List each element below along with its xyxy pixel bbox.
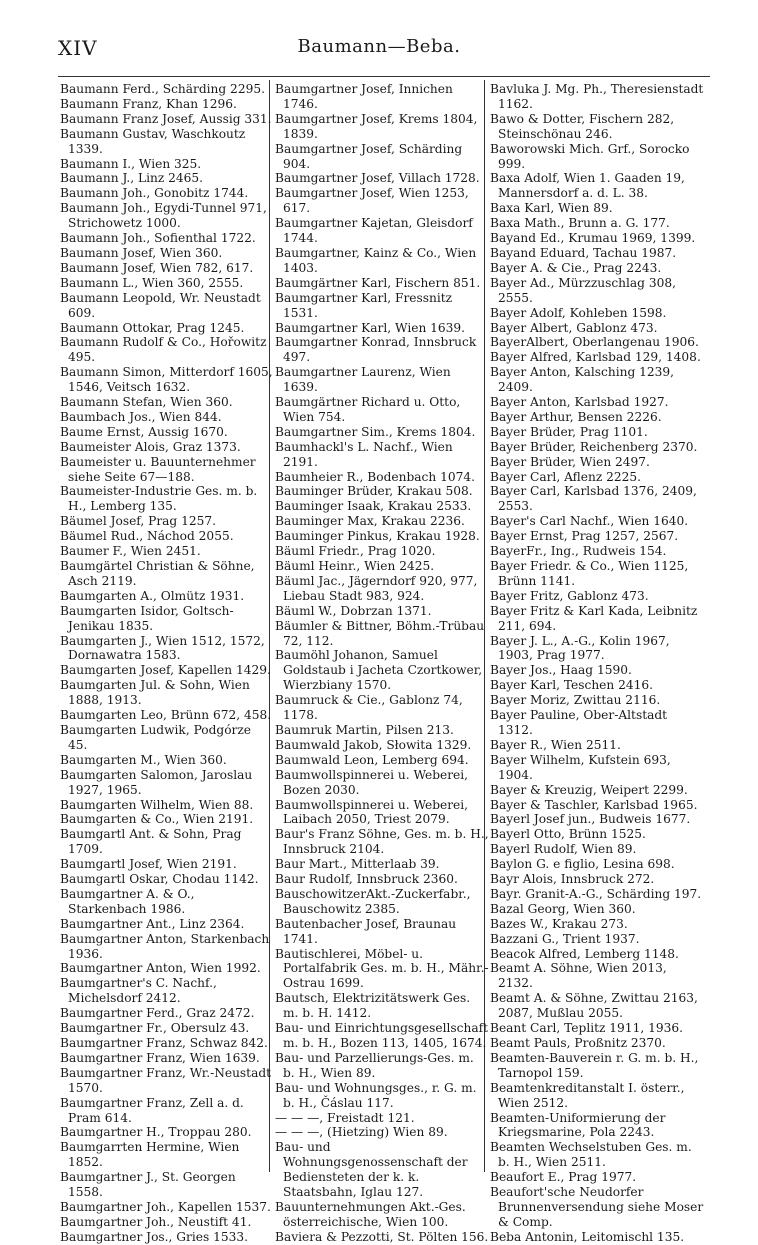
directory-entry: Baumann Josef, Wien 782, 617.: [60, 260, 254, 275]
directory-entry: Beamten-Bauverein r. G. m. b. H., Tarnopol 159.: [490, 1050, 699, 1080]
directory-entry: Baumgarten Josef, Kapellen 1429.: [60, 663, 271, 678]
directory-entry: Baumann Josef, Wien 360.: [60, 245, 223, 260]
directory-entry: Bayr. Granit-A.-G., Schärding 197.: [490, 886, 702, 901]
directory-entry: Baumgarten Wilhelm, Wien 88.: [60, 797, 254, 812]
directory-entry: Baumann Simon, Mitterdorf 1605, 1546, Veitsch 1632.: [60, 365, 273, 395]
directory-entry: Baumgartner Sim., Krems 1804.: [275, 424, 476, 439]
directory-entry: Bayer Brüder, Wien 2497.: [490, 454, 650, 469]
page-title: Baumann—Beba.: [297, 36, 461, 57]
directory-entry: Baumgärtner Richard u. Otto, Wien 754.: [275, 395, 461, 424]
directory-entry: Bäumel Josef, Prag 1257.: [60, 514, 216, 529]
directory-entry: Bawo & Dotter, Fischern 282, Steinschönau 246.: [490, 111, 675, 141]
directory-entry: Baumgarten Leo, Brünn 672, 458.: [60, 708, 272, 723]
directory-entry: Bautsch, Elektrizitätswerk Ges. m. b. H. 1412.: [275, 991, 471, 1021]
directory-entry: Baumann Ottokar, Prag 1245.: [60, 320, 245, 335]
directory-entry: Baumgartner Karl, Wien 1639.: [275, 320, 466, 335]
directory-column-2: [275, 82, 489, 1245]
directory-entry: Baumann Gustav, Waschkoutz 1339.: [60, 126, 246, 156]
directory-entry: BayerAlbert, Oberlangenau 1906.: [490, 335, 699, 350]
directory-entry: Baumgartl Oskar, Chodau 1142.: [60, 872, 259, 887]
directory-entry: Bayerl Josef jun., Budweis 1677.: [490, 812, 691, 827]
directory-entry: Baumgartner A. & O., Starkenbach 1986.: [60, 886, 195, 916]
directory-entry: Baumgartner Kajetan, Gleisdorf 1744.: [275, 216, 473, 246]
directory-entry: Bauminger Isaak, Krakau 2533.: [275, 499, 472, 514]
directory-entry: Baumgartl Josef, Wien 2191.: [60, 857, 237, 872]
directory-entry: Baumgartner Josef, Innichen 1746.: [275, 82, 453, 111]
directory-entry: Baumgärtner Karl, Fischern 851.: [275, 275, 481, 290]
directory-entry: Bauminger Pinkus, Krakau 1928.: [275, 529, 480, 544]
directory-entry: Baur's Franz Söhne, Ges. m. b. H., Innsbruck 2104.: [275, 827, 489, 857]
directory-entry: Bayer J. L., A.-G., Kolin 1967, 1903, Prag 1977.: [490, 633, 670, 663]
directory-entry: Baumgarten & Co., Wien 2191.: [60, 812, 254, 827]
directory-entry: Baumgartner Fr., Obersulz 43.: [60, 1021, 250, 1036]
directory-entry: Baume Ernst, Aussig 1670.: [60, 424, 228, 439]
directory-entry: Baumann Joh., Egydi-Tunnel 971, Strichowetz 1000.: [60, 201, 267, 231]
directory-entry: Baumgartner Josef, Schärding 904.: [275, 141, 463, 171]
directory-entry: Bayer's Carl Nachf., Wien 1640.: [490, 514, 689, 529]
directory-entry: Baumwollspinnerei u. Weberei, Laibach 2050, Triest 2079.: [275, 797, 469, 827]
directory-entry: Baumgartner J., St. Georgen 1558.: [60, 1170, 236, 1200]
directory-entry: Beamten-Uniformierung der Kriegsmarine, Pola 2243.: [490, 1110, 666, 1140]
directory-entry: Baumgartner, Kainz & Co., Wien 1403.: [275, 245, 477, 275]
directory-entry: Baumgartner Anton, Starkenbach 1936.: [60, 931, 270, 961]
directory-entry: Baxa Karl, Wien 89.: [490, 201, 613, 216]
directory-entry: Baumgartner Ant., Linz 2364.: [60, 916, 245, 931]
directory-entry: Baumgartner Karl, Fressnitz 1531.: [275, 290, 453, 320]
directory-entry: Baxa Adolf, Wien 1. Gaaden 19, Mannersdorf a. d. L. 38.: [490, 171, 685, 201]
directory-entry: Beaufort E., Prag 1977.: [490, 1170, 637, 1185]
directory-entry: — — —, (Hietzing) Wien 89.: [275, 1125, 448, 1140]
directory-entry: BayerFr., Ing., Rudweis 154.: [490, 544, 667, 559]
directory-column-1: [60, 82, 274, 1245]
directory-entry: Bayand Ed., Krumau 1969, 1399.: [490, 231, 696, 246]
directory-entry: Beamtenkreditanstalt I. österr., Wien 2512.: [490, 1080, 685, 1110]
directory-entry: Baumgartner Laurenz, Wien 1639.: [275, 365, 451, 395]
directory-entry: Bayer Anton, Kalsching 1239, 2409.: [490, 365, 675, 395]
directory-entry: Baumgartner Konrad, Innsbruck 497.: [275, 335, 477, 365]
directory-entry: Bayer Ad., Mürzzuschlag 308, 2555.: [490, 275, 676, 305]
directory-entry: Baumann Franz, Khan 1296.: [60, 96, 237, 111]
directory-entry: Beant Carl, Teplitz 1911, 1936.: [490, 1021, 683, 1036]
directory-entry: Bäuml Heinr., Wien 2425.: [275, 559, 435, 573]
directory-entry: Bayerl Rudolf, Wien 89.: [490, 842, 637, 857]
directory-entry: Baumgartner H., Troppau 280.: [60, 1125, 252, 1140]
directory-entry: Baumgartner Joh., Neustift 41.: [60, 1214, 252, 1229]
directory-entry: Bavluka J. Mg. Ph., Theresienstadt 1162.: [490, 82, 704, 111]
directory-entry: Baumeister Alois, Graz 1373.: [60, 439, 241, 454]
directory-entry: Baumruk Martin, Pilsen 213.: [275, 722, 454, 737]
directory-entry: Bayer A. & Cie., Prag 2243.: [490, 260, 662, 275]
directory-entry: Baumgartl Ant. & Sohn, Prag 1709.: [60, 827, 242, 857]
directory-column-3: [490, 82, 704, 1245]
directory-entry: Bayerl Otto, Brünn 1525.: [490, 827, 646, 842]
directory-entry: Baumgartner Franz, Schwaz 842.: [60, 1036, 268, 1050]
directory-entry: Beba Antonin, Leitomischl 135.: [490, 1229, 685, 1244]
directory-entry: Beacok Alfred, Lemberg 1148.: [490, 946, 679, 961]
directory-entry: Bayer Jos., Haag 1590.: [490, 663, 632, 678]
directory-entry: Bayer Wilhelm, Kufstein 693, 1904.: [490, 752, 671, 782]
directory-entry: Bau- und Einrichtungsgesellschaft m. b. H., Bozen 113, 1405, 1674.: [275, 1021, 489, 1050]
directory-entry: Baumann L., Wien 360, 2555.: [60, 275, 244, 290]
directory-entry: Baumgartner Josef, Villach 1728.: [275, 171, 480, 186]
directory-entry: Baumgarten A., Olmütz 1931.: [60, 588, 245, 603]
directory-entry: Baumgarten Isidor, Goltsch-Jenikau 1835.: [60, 603, 234, 633]
directory-entry: Baumbach Jos., Wien 844.: [60, 409, 222, 424]
directory-entry: Baumgartner Joh., Kapellen 1537.: [60, 1199, 271, 1214]
directory-entry: Baumruck & Cie., Gablonz 74, 1178.: [275, 693, 463, 723]
directory-entry: Bayer Brüder, Reichenberg 2370.: [490, 439, 698, 454]
directory-entry: Baviera & Pezzotti, St. Pölten 156.: [275, 1229, 489, 1244]
directory-entry: Baumgarten J., Wien 1512, 1572, Dornawatra 1583.: [60, 633, 265, 663]
directory-entry: Baumwald Jakob, Słowita 1329.: [275, 737, 472, 752]
directory-entry: Baumer F., Wien 2451.: [60, 544, 201, 559]
directory-entry: Bayer R., Wien 2511.: [490, 737, 621, 752]
directory-entry: Baumwald Leon, Lemberg 694.: [275, 752, 469, 767]
directory-entry: Bayer Anton, Karlsbad 1927.: [490, 395, 669, 410]
directory-entry: Bayer Karl, Teschen 2416.: [490, 678, 654, 693]
directory-entry: Bayer Pauline, Ober-Altstadt 1312.: [490, 708, 668, 737]
directory-entry: Baumgarten Salomon, Jaroslau 1927, 1965.: [60, 767, 253, 797]
directory-entry: Bauunternehmungen Akt.-Ges. österreichische, Wien 100.: [275, 1199, 466, 1229]
directory-entry: BauschowitzerAkt.-Zuckerfabr., Bauschowitz 2385.: [275, 886, 471, 916]
directory-entry: Bazzani G., Trient 1937.: [490, 931, 640, 946]
directory-entry: Baumann Stefan, Wien 360.: [60, 395, 233, 410]
directory-entry: Baumheier R., Bodenbach 1074.: [275, 469, 475, 484]
directory-entry: Baumgartner Josef, Wien 1253, 617.: [275, 186, 469, 216]
directory-entry: Bau- und Wohnungsges., r. G. m. b. H., Čáslau 117.: [275, 1080, 477, 1110]
header-rule: [58, 76, 710, 77]
directory-entry: Bayer Brüder, Prag 1101.: [490, 424, 648, 439]
directory-entry: Baumgartner Franz, Wien 1639.: [60, 1050, 260, 1065]
directory-entry: — — —, Freistadt 121.: [275, 1110, 415, 1125]
directory-entry: Bauminger Max, Krakau 2236.: [275, 514, 465, 529]
directory-entry: Baumgartner Anton, Wien 1992.: [60, 961, 261, 976]
directory-entry: Baumann Franz Josef, Aussig 331.: [60, 111, 272, 126]
directory-entry: Bazal Georg, Wien 360.: [490, 901, 636, 916]
directory-entry: Bauminger Brüder, Krakau 508.: [275, 484, 473, 499]
directory-entry: Bayr Alois, Innsbruck 272.: [490, 872, 655, 887]
directory-entry: Bautenbacher Josef, Braunau 1741.: [275, 916, 457, 946]
directory-entry: Baumgartner Franz, Zell a. d. Pram 614.: [60, 1095, 244, 1125]
directory-entry: Baumann Rudolf & Co., Hořowitz 495.: [60, 335, 267, 365]
directory-entry: Baumgärtel Christian & Söhne, Asch 2119.: [60, 559, 255, 588]
directory-entry: Bayer Fritz, Gablonz 473.: [490, 588, 649, 603]
directory-entry: Beamt A. & Söhne, Zwittau 2163, 2087, Mußlau 2055.: [490, 991, 698, 1021]
directory-entry: Baumgarten M., Wien 360.: [60, 752, 227, 767]
directory-entry: Bayer Carl, Aflenz 2225.: [490, 469, 642, 484]
directory-entry: Bayer Adolf, Kohleben 1598.: [490, 305, 667, 320]
directory-entry: Bayer Carl, Karlsbad 1376, 2409, 2553.: [490, 484, 697, 514]
directory-entry: Beaufort'sche Neudorfer Brunnenversendung siehe Moser & Comp.: [490, 1185, 704, 1229]
directory-entry: Baumgartner Jos., Gries 1533.: [60, 1229, 248, 1244]
directory-entry: Baumann I., Wien 325.: [60, 156, 202, 171]
directory-entry: Bau- und Parzellierungs-Ges. m. b. H., Wien 89.: [275, 1050, 474, 1080]
directory-entry: Bayer Arthur, Bensen 2226.: [490, 409, 662, 424]
directory-entry: Bautischlerei, Möbel- u. Portalfabrik Ges. m. b. H., Mähr.-Ostrau 1699.: [275, 946, 489, 991]
directory-entry: Beamt Pauls, Proßnitz 2370.: [490, 1036, 666, 1050]
directory-entry: Bayand Eduard, Tachau 1987.: [490, 245, 677, 260]
directory-entry: Bayer Alfred, Karlsbad 129, 1408.: [490, 350, 701, 365]
directory-entry: Bäuml Friedr., Prag 1020.: [275, 544, 436, 559]
page-header: [0, 30, 758, 60]
directory-entry: Baumhackl's L. Nachf., Wien 2191.: [275, 439, 453, 469]
directory-entry: Baylon G. e figlio, Lesina 698.: [490, 857, 675, 872]
directory-entry: Bayer Albert, Gablonz 473.: [490, 320, 658, 335]
directory-entry: Baumgarrten Hermine, Wien 1852.: [60, 1140, 240, 1170]
directory-entry: Bayer Friedr. & Co., Wien 1125, Brünn 1141.: [490, 559, 689, 588]
directory-entry: Baumeister-Industrie Ges. m. b. H., Lemberg 135.: [60, 484, 258, 514]
directory-entry: Bayer & Taschler, Karlsbad 1965.: [490, 797, 698, 812]
directory-entry: Baur Rudolf, Innsbruck 2360.: [275, 872, 458, 887]
directory-entry: Baworowski Mich. Grf., Sorocko 999.: [490, 141, 690, 171]
directory-entry: Bayer & Kreuzig, Weipert 2299.: [490, 782, 688, 797]
directory-entry: Baumgartner Franz, Wr.-Neustadt 1570.: [60, 1065, 272, 1095]
directory-entry: Baumann J., Linz 2465.: [60, 171, 204, 186]
directory-entry: Baumeister u. Bauunternehmer siehe Seite 67—188.: [60, 454, 256, 484]
directory-entry: Bayer Fritz & Karl Kada, Leibnitz 211, 694.: [490, 603, 698, 633]
directory-entry: Bäumler & Bittner, Böhm.-Trübau 72, 112.: [275, 618, 485, 648]
directory-entry: Bazes W., Krakau 273.: [490, 916, 628, 931]
directory-entry: Bayer Moriz, Zwittau 2116.: [490, 693, 661, 708]
directory-entry: Baumann Ferd., Schärding 2295.: [60, 82, 265, 96]
page-number: XIV: [58, 36, 98, 60]
directory-entry: Baumann Joh., Sofienthal 1722.: [60, 231, 256, 246]
directory-entry: Baumgartner Ferd., Graz 2472.: [60, 1006, 255, 1021]
directory-entry: Baumgartner's C. Nachf., Michelsdorf 2412.: [60, 976, 217, 1006]
directory-entry: Bäuml W., Dobrzan 1371.: [275, 603, 432, 618]
directory-entry: Baur Mart., Mitterlaab 39.: [275, 857, 440, 872]
directory-entry: Baumwollspinnerei u. Weberei, Bozen 2030.: [275, 767, 469, 797]
directory-entry: Bäuml Jac., Jägerndorf 920, 977, Liebau Stadt 983, 924.: [275, 573, 478, 603]
directory-entry: Baumann Joh., Gonobitz 1744.: [60, 186, 249, 201]
directory-entry: Beamt A. Söhne, Wien 2013, 2132.: [490, 961, 667, 991]
directory-entry: Bau- und Wohnungsgenossenschaft der Bediensteten der k. k. Staatsbahn, Iglau 127.: [275, 1140, 468, 1200]
directory-entry: Baumgarten Ludwik, Podgórze 45.: [60, 722, 252, 752]
directory-entry: Baumgartner Josef, Krems 1804, 1839.: [275, 111, 478, 141]
directory-entry: Baumöhl Johanon, Samuel Goldstaub i Jacheta Czortkower, Wierzbiany 1570.: [275, 648, 483, 693]
directory-entry: Beamten Wechselstuben Ges. m. b. H., Wien 2511.: [490, 1140, 692, 1170]
directory-entry: Baumann Leopold, Wr. Neustadt 609.: [60, 290, 261, 320]
directory-entry: Bayer Ernst, Prag 1257, 2567.: [490, 529, 679, 544]
directory-entry: Baumgarten Jul. & Sohn, Wien 1888, 1913.: [60, 678, 250, 708]
directory-entry: Bäumel Rud., Náchod 2055.: [60, 529, 234, 544]
directory-entry: Baxa Math., Brunn a. G. 177.: [490, 216, 670, 231]
